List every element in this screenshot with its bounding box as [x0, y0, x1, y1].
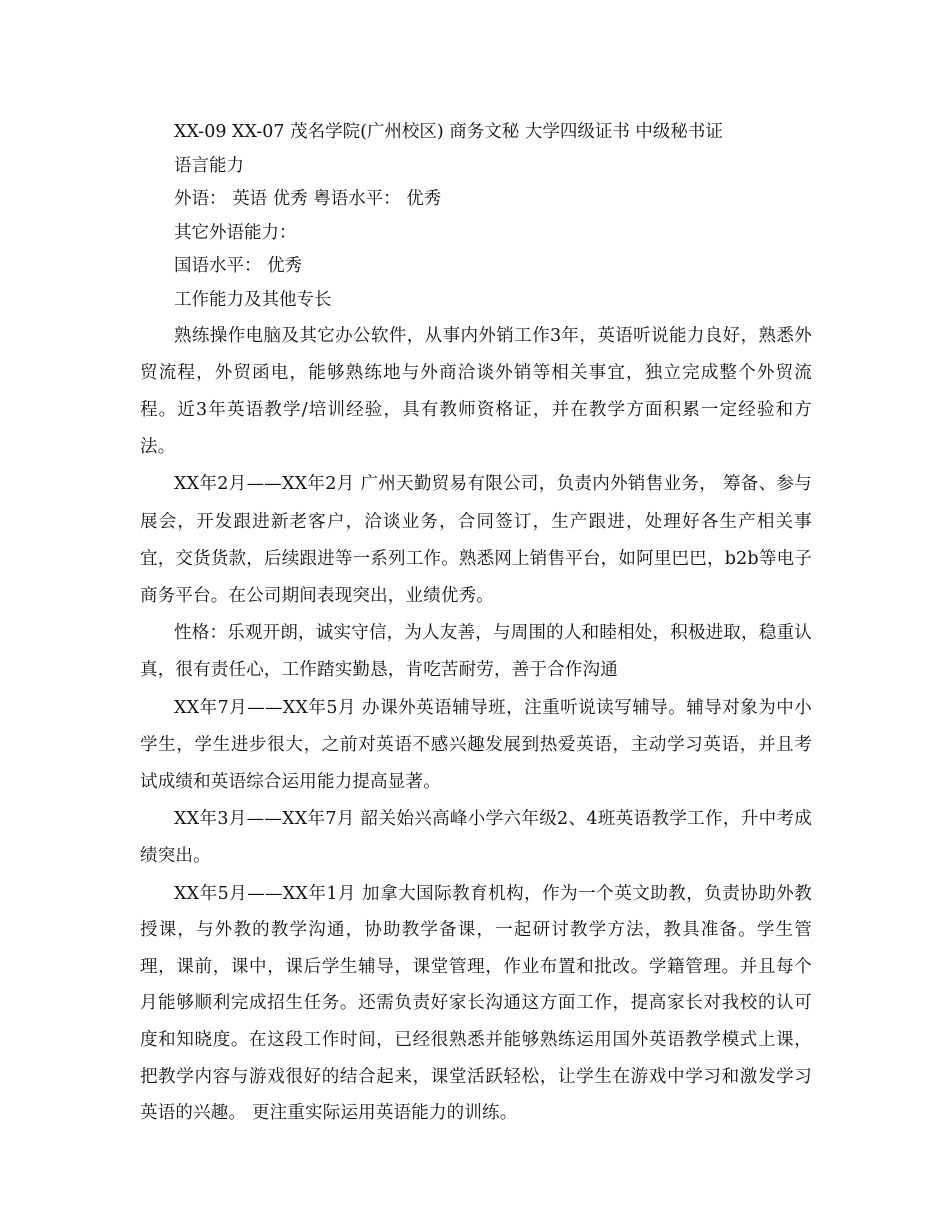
paragraph-experience-trading: XX年2月——XX年2月 广州天勤贸易有限公司，负责内外销售业务， 筹备、参与展会，开发跟进新老客户，洽谈业务，合同签订，生产跟进，处理好各生产相关事宜，交货货款，后续跟进等一系列工作。熟悉网上销售平台，如阿里巴巴，b2b等电子商务平台。在公司期间表现突出，业绩优秀。 [140, 474, 812, 606]
document-body [140, 116, 812, 1132]
paragraph-skills: 熟练操作电脑及其它办公软件，从事内外销工作3年，英语听说能力良好，熟悉外贸流程，外贸函电，能够熟练地与外商洽谈外销等相关事宜，独立完成整个外贸流程。近3年英语教学/培训经验，具有教师资格证，并在教学方面积累一定经验和方法。 [140, 325, 812, 458]
section-heading-skills: 工作能力及其他专长 [174, 289, 332, 310]
paragraph-experience-canada: XX年5月——XX年1月 加拿大国际教育机构，作为一个英文助教，负责协助外教授课，与外教的教学沟通，协助教学备课，一起研讨教学方法，教具准备。学生管理，课前，课中，课后学生辅导，课堂管理，作业布置和批改。学籍管理。并且每个月能够顺利完成招生任务。还需负责好家长沟通这方面工作，提高家长对我校的认可度和知晓度。在这段工作时间，已经很熟悉并能够熟练运用国外英语教学模式上课，把教学内容与游戏很好的结合起来，课堂活跃轻松，让学生在游戏中学习和激发学习英语的兴趣。 更注重实际运用英语能力的训练。 [140, 883, 812, 1124]
section-heading-language: 语言能力 [174, 155, 244, 176]
education-line: XX-09 XX-07 茂名学院(广州校区) 商务文秘 大学四级证书 中级秘书证 [174, 122, 723, 142]
foreign-language-line: 外语： 英语 优秀 粤语水平： 优秀 [174, 189, 442, 210]
paragraph-experience-school: XX年3月——XX年7月 韶关始兴高峰小学六年级2、4班英语教学工作，升中考成绩突出。 [140, 809, 812, 867]
paragraph-experience-tutoring: XX年7月——XX年5月 办课外英语辅导班，注重听说读写辅导。辅导对象为中小学生，学生进步很大，之前对英语不感兴趣发展到热爱英语，主动学习英语，并且考试成绩和英语综合运用能力提高显著。 [140, 697, 812, 792]
mandarin-level-line: 国语水平： 优秀 [174, 256, 303, 277]
other-language-line: 其它外语能力： [174, 222, 297, 243]
paragraph-personality: 性格：乐观开朗，诚实守信，为人友善，与周围的人和睦相处，积极进取，稳重认真，很有责任心，工作踏实勤恳，肯吃苦耐劳，善于合作沟通 [140, 623, 812, 681]
